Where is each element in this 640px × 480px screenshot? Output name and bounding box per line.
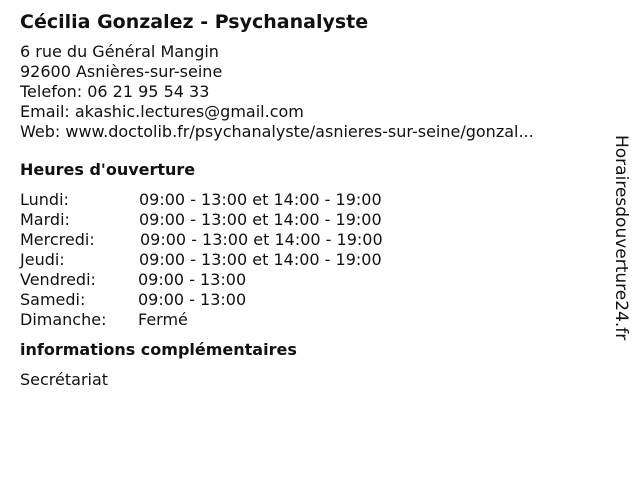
hours-row-tuesday [20, 210, 610, 230]
hours-row-thursday [20, 250, 610, 270]
day-label: Vendredi: [20, 270, 96, 289]
extra-info-text: Secrétariat [20, 370, 109, 389]
email-line: Email: akashic.lectures@gmail.com [20, 102, 304, 121]
day-hours: 09:00 - 13:00 [138, 290, 247, 309]
page-title: Cécilia Gonzalez - Psychanalyste [20, 11, 369, 33]
day-label: Mardi: [20, 210, 70, 229]
web-line: Web: www.doctolib.fr/psychanalyste/asnieres-sur-seine/gonzal... [20, 122, 534, 141]
day-label: Mercredi: [20, 230, 95, 249]
day-hours: 09:00 - 13:00 et 14:00 - 19:00 [139, 190, 382, 209]
hours-table [20, 190, 610, 330]
hours-heading: Heures d'ouverture [20, 160, 196, 179]
hours-row-monday [20, 190, 610, 210]
day-label: Lundi: [20, 190, 69, 209]
day-label: Jeudi: [20, 250, 65, 269]
hours-row-friday [20, 270, 610, 290]
phone-line: Telefon: 06 21 95 54 33 [20, 82, 210, 101]
hours-row-wednesday [20, 230, 610, 250]
hours-row-sunday [20, 310, 610, 330]
contact-block [20, 42, 610, 142]
day-label: Samedi: [20, 290, 86, 309]
site-watermark: Horairesdouverture24.fr [611, 135, 631, 341]
day-hours: 09:00 - 13:00 et 14:00 - 19:00 [140, 230, 383, 249]
day-hours: 09:00 - 13:00 et 14:00 - 19:00 [139, 250, 382, 269]
day-hours: Fermé [138, 310, 188, 329]
day-hours: 09:00 - 13:00 [138, 270, 247, 289]
day-label: Dimanche: [20, 310, 107, 329]
business-card [20, 10, 610, 390]
extra-info-heading: informations complémentaires [20, 340, 297, 359]
hours-row-saturday [20, 290, 610, 310]
address-street: 6 rue du Général Mangin [20, 42, 219, 61]
address-city: 92600 Asnières-sur-seine [20, 62, 223, 81]
day-hours: 09:00 - 13:00 et 14:00 - 19:00 [139, 210, 382, 229]
